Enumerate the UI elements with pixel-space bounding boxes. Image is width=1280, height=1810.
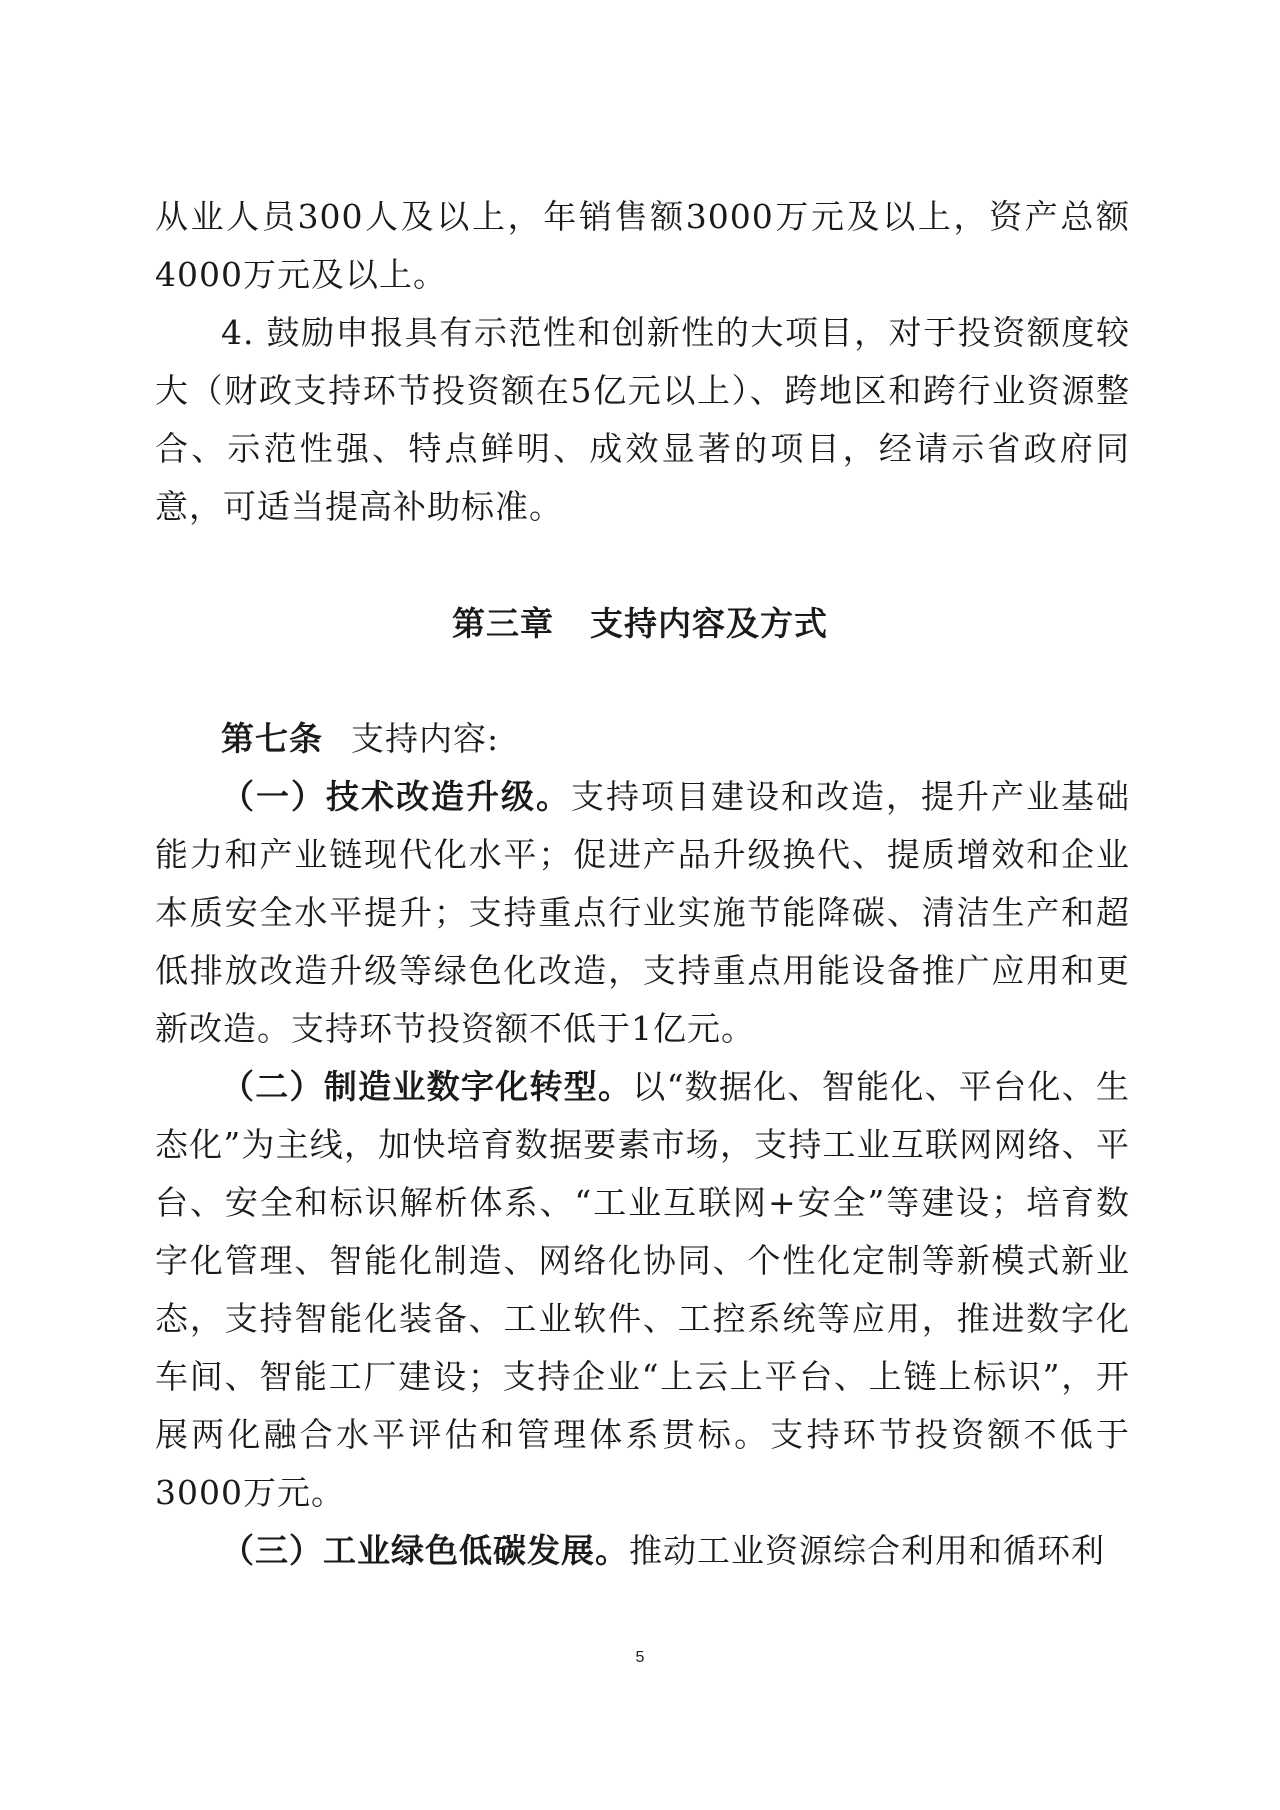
article-text: 支持内容:: [351, 719, 500, 758]
chapter-title: 支持内容及方式: [590, 604, 828, 643]
article-label: 第七条: [221, 719, 323, 758]
chapter-number: 第三章: [452, 604, 554, 643]
paragraph-employees-criteria: 从业人员300人及以上，年销售额3000万元及以上，资产总额4000万元及以上。: [155, 197, 1130, 294]
chapter-heading: [0, 595, 1280, 653]
item-heading: （三）工业绿色低碳发展。: [221, 1531, 629, 1570]
item-tech-upgrade: [155, 768, 1130, 1058]
body-text-top: [155, 188, 1130, 536]
item-heading: （二）制造业数字化转型。: [221, 1067, 633, 1106]
page-number: 5: [635, 1649, 645, 1666]
item-digital-transformation: [155, 1058, 1130, 1522]
paragraph-large-projects: 4. 鼓励申报具有示范性和创新性的大项目，对于投资额度较大（财政支持环节投资额在5亿元以上）、跨地区和跨行业资源整合、示范性强、特点鲜明、成效显著的项目，经请示省政府同意，可适当提高补助标准。: [155, 313, 1130, 526]
item-text: 支持项目建设和改造，提升产业基础能力和产业链现代化水平；促进产品升级换代、提质增效和企业本质安全水平提升；支持重点行业实施节能降碳、清洁生产和超低排放改造升级等绿色化改造，支持重点用能设备推广应用和更新改造。支持环节投资额不低于1亿元。: [155, 777, 1130, 1048]
item-heading: （一）技术改造升级。: [221, 777, 571, 816]
article-seven: [155, 710, 1130, 768]
item-text: 以“数据化、智能化、平台化、生态化”为主线，加快培育数据要素市场，支持工业互联网网络、平台、安全和标识解析体系、“工业互联网+安全”等建设；培育数字化管理、智能化制造、网络化协同、个性化定制等新模式新业态，支持智能化装备、工业软件、工控系统等应用，推进数字化车间、智能工厂建设；支持企业“上云上平台、上链上标识”，开展两化融合水平评估和管理体系贯标。支持环节投资额不低于3000万元。: [155, 1067, 1131, 1512]
item-text: 推动工业资源综合利用和循环利: [629, 1531, 1105, 1570]
body-text-main: [155, 710, 1130, 1580]
item-green-low-carbon: [155, 1522, 1130, 1580]
